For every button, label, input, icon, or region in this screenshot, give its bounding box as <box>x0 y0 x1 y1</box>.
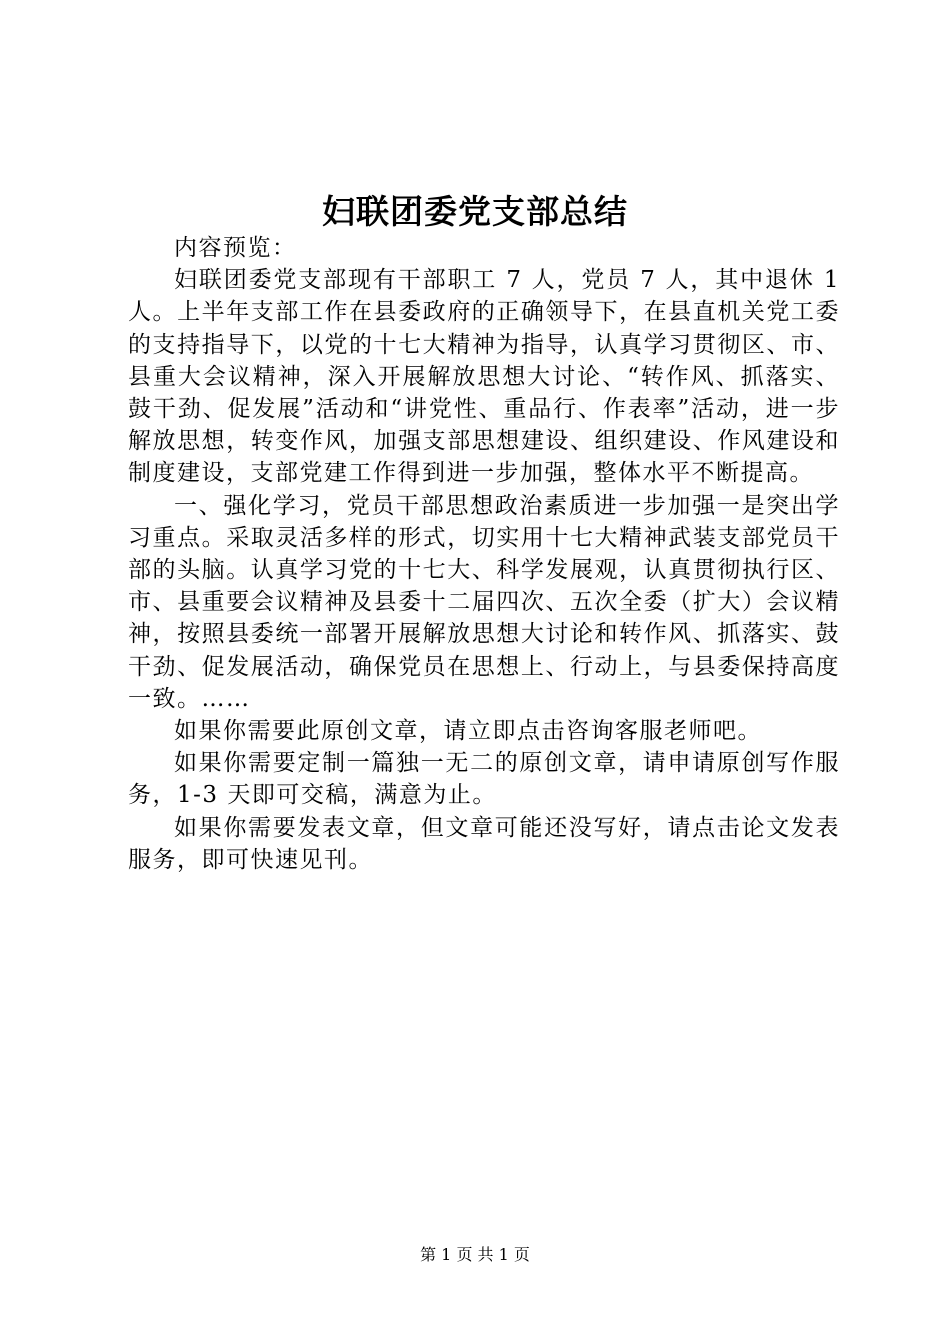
paragraph-custom-writing: 如果你需要定制一篇独一无二的原创文章，请申请原创写作服务，1-3 天即可交稿，满意为止。 <box>128 750 840 809</box>
preview-label: 内容预览： <box>174 235 297 261</box>
document-body <box>128 232 840 876</box>
page-footer: 第 1 页 共 1 页 <box>420 1245 530 1264</box>
paragraph-consult: 如果你需要此原创文章，请立即点击咨询客服老师吧。 <box>174 718 762 745</box>
paragraph-publish: 如果你需要发表文章，但文章可能还没写好，请点击论文发表服务，即可快速见刊。 <box>128 814 840 873</box>
paragraph-intro: 妇联团委党支部现有干部职工 7 人，党员 7 人，其中退休 1 人。上半年支部工作在县委政府的正确领导下，在县直机关党工委的支持指导下，以党的十七大精神为指导，认真学习贯彻区、市、县重大会议精神，深入开展解放思想大讨论、“转作风、抓落实、鼓干劲、促发展”活动和“讲党性、重品行、作表率”活动，进一步解放思想，转变作风，加强支部思想建设、组织建设、作风建设和制度建设，支部党建工作得到进一步加强，整体水平不断提高。 <box>128 267 840 487</box>
paragraph-section-one: 一、强化学习，党员干部思想政治素质进一步加强一是突出学习重点。采取灵活多样的形式，切实用十七大精神武装支部党员干部的头脑。认真学习党的十七大、科学发展观，认真贯彻执行区、市、县重要会议精神及县委十二届四次、五次全委（扩大）会议精神，按照县委统一部署开展解放思想大讨论和转作风、抓落实、鼓干劲、促发展活动，确保党员在思想上、行动上，与县委保持高度一致。…… <box>128 492 840 712</box>
document-title: 妇联团委党支部总结 <box>322 192 628 231</box>
